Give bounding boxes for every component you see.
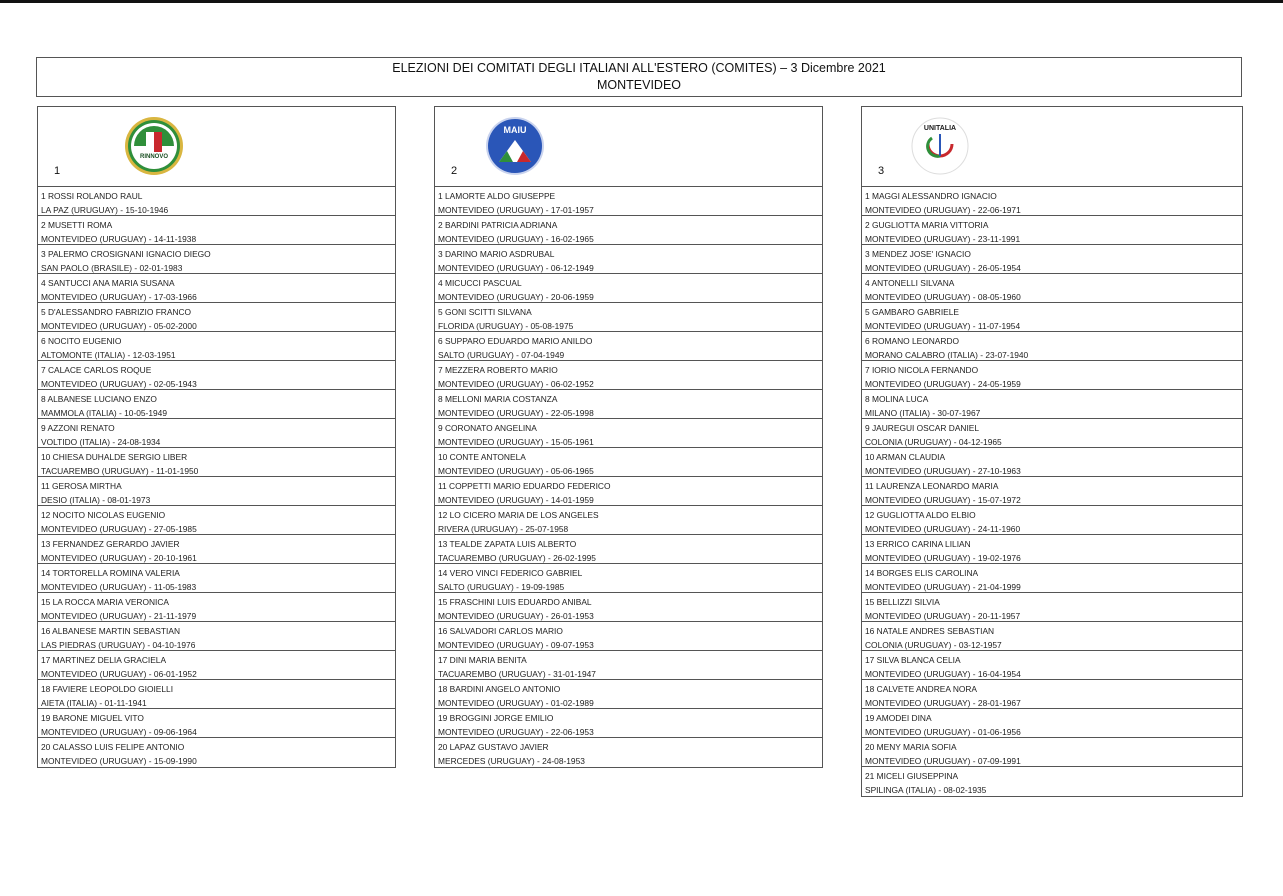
list-number: 1	[54, 165, 61, 177]
candidate-row	[38, 274, 395, 303]
candidate-row	[38, 332, 395, 361]
candidate-row	[38, 506, 395, 535]
candidate-row	[38, 245, 395, 274]
candidate-row	[435, 622, 822, 651]
candidate-name: 1 MAGGI ALESSANDRO IGNACIO	[865, 191, 997, 201]
candidate-birth-info: MONTEVIDEO (URUGUAY) - 28-01-1967	[865, 697, 1021, 708]
candidate-name: 5 GAMBARO GABRIELE	[865, 307, 960, 317]
candidate-birth-info: MONTEVIDEO (URUGUAY) - 09-07-1953	[438, 639, 594, 650]
candidate-name: 6 NOCITO EUGENIO	[41, 336, 122, 346]
candidate-birth-info: TACUAREMBO (URUGUAY) - 11-01-1950	[41, 465, 199, 476]
candidate-birth-info: COLONIA (URUGUAY) - 03-12-1957	[865, 639, 1002, 650]
candidate-row	[435, 332, 822, 361]
candidate-row	[435, 738, 822, 767]
candidate-birth-info: SALTO (URUGUAY) - 19-09-1985	[438, 581, 565, 592]
document-subtitle: MONTEVIDEO	[596, 78, 682, 92]
candidate-row	[38, 593, 395, 622]
candidate-name: 2 MUSETTI ROMA	[41, 220, 113, 230]
candidate-row	[435, 216, 822, 245]
candidate-name: 17 SILVA BLANCA CELIA	[865, 655, 961, 665]
candidate-name: 4 ANTONELLI SILVANA	[865, 278, 955, 288]
candidate-birth-info: MAMMOLA (ITALIA) - 10-05-1949	[41, 407, 167, 418]
candidate-birth-info: ALTOMONTE (ITALIA) - 12-03-1951	[41, 349, 176, 360]
rinnovo-logo	[124, 116, 184, 176]
candidate-name: 19 AMODEI DINA	[865, 713, 932, 723]
candidate-row	[862, 245, 1242, 274]
candidate-birth-info: MONTEVIDEO (URUGUAY) - 11-05-1983	[41, 581, 197, 592]
candidate-birth-info: MONTEVIDEO (URUGUAY) - 06-02-1952	[438, 378, 594, 389]
list-number: 3	[878, 165, 885, 177]
candidate-birth-info: SPILINGA (ITALIA) - 08-02-1935	[865, 784, 987, 795]
candidate-row	[435, 680, 822, 709]
candidate-row	[862, 448, 1242, 477]
candidate-name: 12 GUGLIOTTA ALDO ELBIO	[865, 510, 976, 520]
candidate-name: 3 PALERMO CROSIGNANI IGNACIO DIEGO	[41, 249, 211, 259]
candidate-name: 1 LAMORTE ALDO GIUSEPPE	[438, 191, 556, 201]
candidate-name: 9 AZZONI RENATO	[41, 423, 115, 433]
candidate-birth-info: MONTEVIDEO (URUGUAY) - 22-05-1998	[438, 407, 594, 418]
candidate-name: 2 GUGLIOTTA MARIA VITTORIA	[865, 220, 989, 230]
candidate-list-2	[434, 106, 823, 768]
candidate-name: 9 CORONATO ANGELINA	[438, 423, 537, 433]
candidate-name: 20 CALASSO LUIS FELIPE ANTONIO	[41, 742, 185, 752]
candidate-row	[862, 419, 1242, 448]
candidate-name: 17 MARTINEZ DELIA GRACIELA	[41, 655, 167, 665]
candidate-birth-info: MONTEVIDEO (URUGUAY) - 15-05-1961	[438, 436, 594, 447]
candidate-birth-info: MONTEVIDEO (URUGUAY) - 11-07-1954	[865, 320, 1021, 331]
candidate-row	[862, 767, 1242, 796]
candidate-row	[435, 187, 822, 216]
candidate-birth-info: MONTEVIDEO (URUGUAY) - 15-07-1972	[865, 494, 1021, 505]
candidate-row	[862, 361, 1242, 390]
candidate-row	[38, 651, 395, 680]
candidate-name: 14 TORTORELLA ROMINA VALERIA	[41, 568, 180, 578]
candidate-row	[38, 709, 395, 738]
candidate-row	[435, 448, 822, 477]
candidate-name: 4 MICUCCI PASCUAL	[438, 278, 522, 288]
candidate-row	[435, 477, 822, 506]
candidate-rows	[435, 187, 822, 767]
candidate-name: 2 BARDINI PATRICIA ADRIANA	[438, 220, 558, 230]
candidate-birth-info: MONTEVIDEO (URUGUAY) - 07-09-1991	[865, 755, 1021, 766]
candidate-name: 13 FERNANDEZ GERARDO JAVIER	[41, 539, 180, 549]
candidate-row	[862, 651, 1242, 680]
candidate-name: 16 SALVADORI CARLOS MARIO	[438, 626, 563, 636]
candidate-row	[435, 245, 822, 274]
candidate-row	[38, 564, 395, 593]
candidate-birth-info: COLONIA (URUGUAY) - 04-12-1965	[865, 436, 1002, 447]
candidate-row	[435, 303, 822, 332]
candidate-birth-info: AIETA (ITALIA) - 01-11-1941	[41, 697, 147, 708]
candidate-birth-info: MONTEVIDEO (URUGUAY) - 02-05-1943	[41, 378, 197, 389]
candidate-row	[38, 216, 395, 245]
candidate-birth-info: MONTEVIDEO (URUGUAY) - 24-05-1959	[865, 378, 1021, 389]
candidate-name: 19 BROGGINI JORGE EMILIO	[438, 713, 554, 723]
candidate-name: 1 ROSSI ROLANDO RAUL	[41, 191, 143, 201]
maiu-logo	[485, 116, 545, 176]
candidate-birth-info: TACUAREMBO (URUGUAY) - 26-02-1995	[438, 552, 596, 563]
candidate-name: 6 SUPPARO EDUARDO MARIO ANILDO	[438, 336, 593, 346]
candidate-name: 10 CHIESA DUHALDE SERGIO LIBER	[41, 452, 188, 462]
candidate-row	[862, 506, 1242, 535]
candidate-row	[435, 535, 822, 564]
candidate-birth-info: RIVERA (URUGUAY) - 25-07-1958	[438, 523, 569, 534]
candidate-row	[862, 593, 1242, 622]
candidate-row	[862, 622, 1242, 651]
candidate-name: 16 NATALE ANDRES SEBASTIAN	[865, 626, 995, 636]
list-header	[862, 107, 1242, 187]
candidate-row	[862, 390, 1242, 419]
candidate-row	[862, 738, 1242, 767]
candidate-name: 5 GONI SCITTI SILVANA	[438, 307, 532, 317]
candidate-row	[862, 303, 1242, 332]
candidate-birth-info: MILANO (ITALIA) - 30-07-1967	[865, 407, 981, 418]
candidate-birth-info: MONTEVIDEO (URUGUAY) - 14-11-1938	[41, 233, 197, 244]
candidate-birth-info: SALTO (URUGUAY) - 07-04-1949	[438, 349, 565, 360]
candidate-name: 10 ARMAN CLAUDIA	[865, 452, 946, 462]
candidate-name: 8 MELLONI MARIA COSTANZA	[438, 394, 558, 404]
candidate-birth-info: MONTEVIDEO (URUGUAY) - 05-06-1965	[438, 465, 594, 476]
candidate-birth-info: MONTEVIDEO (URUGUAY) - 21-11-1979	[41, 610, 197, 621]
candidate-row	[38, 303, 395, 332]
candidate-row	[38, 390, 395, 419]
candidate-list-1	[37, 106, 396, 768]
candidate-list-3	[861, 106, 1243, 797]
document-title: ELEZIONI DEI COMITATI DEGLI ITALIANI ALL'ESTERO (COMITES) – 3 Dicembre 2021	[392, 61, 886, 75]
candidate-row	[862, 709, 1242, 738]
candidate-birth-info: MONTEVIDEO (URUGUAY) - 06-12-1949	[438, 262, 594, 273]
candidate-row	[435, 564, 822, 593]
candidate-birth-info: MONTEVIDEO (URUGUAY) - 17-03-1966	[41, 291, 197, 302]
candidate-row	[38, 361, 395, 390]
candidate-row	[435, 506, 822, 535]
candidate-birth-info: MONTEVIDEO (URUGUAY) - 17-01-1957	[438, 204, 594, 215]
candidate-name: 8 ALBANESE LUCIANO ENZO	[41, 394, 157, 404]
candidate-name: 10 CONTE ANTONELA	[438, 452, 526, 462]
candidate-row	[38, 622, 395, 651]
candidate-row	[435, 709, 822, 738]
candidate-name: 12 NOCITO NICOLAS EUGENIO	[41, 510, 166, 520]
candidate-name: 11 LAURENZA LEONARDO MARIA	[865, 481, 999, 491]
candidate-birth-info: FLORIDA (URUGUAY) - 05-08-1975	[438, 320, 574, 331]
candidate-birth-info: MONTEVIDEO (URUGUAY) - 21-04-1999	[865, 581, 1021, 592]
candidate-birth-info: MONTEVIDEO (URUGUAY) - 20-10-1961	[41, 552, 197, 563]
candidate-birth-info: MONTEVIDEO (URUGUAY) - 19-02-1976	[865, 552, 1021, 563]
candidate-name: 14 BORGES ELIS CAROLINA	[865, 568, 979, 578]
candidate-birth-info: MONTEVIDEO (URUGUAY) - 22-06-1971	[865, 204, 1021, 215]
candidate-birth-info: LA PAZ (URUGUAY) - 15-10-1946	[41, 204, 169, 215]
candidate-name: 14 VERO VINCI FEDERICO GABRIEL	[438, 568, 583, 578]
rinnovo-logo-text: RINNOVO	[139, 154, 169, 160]
candidate-birth-info: MONTEVIDEO (URUGUAY) - 24-11-1960	[865, 523, 1021, 534]
candidate-row	[435, 419, 822, 448]
maiu-logo-text: MAIU	[503, 125, 527, 135]
candidate-name: 6 ROMANO LEONARDO	[865, 336, 960, 346]
candidate-name: 17 DINI MARIA BENITA	[438, 655, 527, 665]
candidate-row	[862, 564, 1242, 593]
candidate-name: 20 MENY MARIA SOFIA	[865, 742, 957, 752]
candidate-name: 11 COPPETTI MARIO EDUARDO FEDERICO	[438, 481, 611, 491]
candidate-birth-info: MONTEVIDEO (URUGUAY) - 27-10-1963	[865, 465, 1021, 476]
candidate-row	[862, 477, 1242, 506]
list-header	[38, 107, 395, 187]
candidate-row	[38, 738, 395, 767]
candidate-name: 15 FRASCHINI LUIS EDUARDO ANIBAL	[438, 597, 592, 607]
candidate-name: 4 SANTUCCI ANA MARIA SUSANA	[41, 278, 175, 288]
candidate-row	[862, 187, 1242, 216]
unitalia-logo-text: UNITALIA	[923, 125, 957, 132]
candidate-row	[38, 535, 395, 564]
candidate-rows	[862, 187, 1242, 796]
candidate-birth-info: TACUAREMBO (URUGUAY) - 31-01-1947	[438, 668, 596, 679]
list-number: 2	[451, 165, 458, 177]
candidate-row	[38, 419, 395, 448]
candidate-name: 18 CALVETE ANDREA NORA	[865, 684, 978, 694]
candidate-name: 7 MEZZERA ROBERTO MARIO	[438, 365, 558, 375]
candidate-row	[435, 390, 822, 419]
candidate-name: 21 MICELI GIUSEPPINA	[865, 771, 959, 781]
candidate-name: 18 BARDINI ANGELO ANTONIO	[438, 684, 561, 694]
candidate-row	[862, 332, 1242, 361]
unitalia-logo	[910, 116, 970, 176]
candidate-row	[38, 187, 395, 216]
candidate-row	[38, 477, 395, 506]
candidate-birth-info: MONTEVIDEO (URUGUAY) - 23-11-1991	[865, 233, 1021, 244]
candidate-birth-info: MONTEVIDEO (URUGUAY) - 08-05-1960	[865, 291, 1021, 302]
candidate-row	[862, 274, 1242, 303]
candidate-birth-info: MORANO CALABRO (ITALIA) - 23-07-1940	[865, 349, 1029, 360]
candidate-birth-info: MONTEVIDEO (URUGUAY) - 20-06-1959	[438, 291, 594, 302]
candidate-name: 3 DARINO MARIO ASDRUBAL	[438, 249, 555, 259]
candidate-birth-info: VOLTIDO (ITALIA) - 24-08-1934	[41, 436, 161, 447]
candidate-row	[435, 651, 822, 680]
candidate-rows	[38, 187, 395, 767]
candidate-birth-info: MONTEVIDEO (URUGUAY) - 06-01-1952	[41, 668, 197, 679]
candidate-birth-info: MONTEVIDEO (URUGUAY) - 22-06-1953	[438, 726, 594, 737]
candidate-birth-info: MONTEVIDEO (URUGUAY) - 26-05-1954	[865, 262, 1021, 273]
candidate-birth-info: MONTEVIDEO (URUGUAY) - 20-11-1957	[865, 610, 1021, 621]
candidate-name: 7 CALACE CARLOS ROQUE	[41, 365, 152, 375]
candidate-name: 8 MOLINA LUCA	[865, 394, 929, 404]
list-header	[435, 107, 822, 187]
candidate-row	[435, 593, 822, 622]
candidate-row	[862, 680, 1242, 709]
candidate-name: 16 ALBANESE MARTIN SEBASTIAN	[41, 626, 181, 636]
candidate-name: 18 FAVIERE LEOPOLDO GIOIELLI	[41, 684, 174, 694]
candidate-birth-info: MONTEVIDEO (URUGUAY) - 01-06-1956	[865, 726, 1021, 737]
candidate-birth-info: SAN PAOLO (BRASILE) - 02-01-1983	[41, 262, 183, 273]
candidate-name: 11 GEROSA MIRTHA	[41, 481, 122, 491]
candidate-name: 12 LO CICERO MARIA DE LOS ANGELES	[438, 510, 599, 520]
candidate-birth-info: LAS PIEDRAS (URUGUAY) - 04-10-1976	[41, 639, 196, 650]
candidate-row	[435, 361, 822, 390]
candidate-row	[435, 274, 822, 303]
candidate-birth-info: MONTEVIDEO (URUGUAY) - 09-06-1964	[41, 726, 197, 737]
candidate-name: 7 IORIO NICOLA FERNANDO	[865, 365, 979, 375]
candidate-birth-info: MONTEVIDEO (URUGUAY) - 05-02-2000	[41, 320, 197, 331]
candidate-birth-info: MERCEDES (URUGUAY) - 24-08-1953	[438, 755, 585, 766]
candidate-row	[38, 448, 395, 477]
candidate-name: 15 BELLIZZI SILVIA	[865, 597, 940, 607]
candidate-name: 3 MENDEZ JOSE' IGNACIO	[865, 249, 971, 259]
candidate-birth-info: DESIO (ITALIA) - 08-01-1973	[41, 494, 151, 505]
candidate-name: 19 BARONE MIGUEL VITO	[41, 713, 144, 723]
candidate-birth-info: MONTEVIDEO (URUGUAY) - 14-01-1959	[438, 494, 594, 505]
candidate-row	[862, 216, 1242, 245]
candidate-row	[862, 535, 1242, 564]
candidate-birth-info: MONTEVIDEO (URUGUAY) - 01-02-1989	[438, 697, 594, 708]
candidate-birth-info: MONTEVIDEO (URUGUAY) - 16-02-1965	[438, 233, 594, 244]
candidate-row	[38, 680, 395, 709]
document-header	[36, 57, 1242, 97]
candidate-name: 13 TEALDE ZAPATA LUIS ALBERTO	[438, 539, 577, 549]
candidate-birth-info: MONTEVIDEO (URUGUAY) - 27-05-1985	[41, 523, 197, 534]
candidate-name: 20 LAPAZ GUSTAVO JAVIER	[438, 742, 549, 752]
candidate-birth-info: MONTEVIDEO (URUGUAY) - 16-04-1954	[865, 668, 1021, 679]
candidate-name: 5 D'ALESSANDRO FABRIZIO FRANCO	[41, 307, 192, 317]
candidate-name: 9 JAUREGUI OSCAR DANIEL	[865, 423, 980, 433]
candidate-birth-info: MONTEVIDEO (URUGUAY) - 15-09-1990	[41, 755, 197, 766]
candidate-name: 15 LA ROCCA MARIA VERONICA	[41, 597, 169, 607]
candidate-name: 13 ERRICO CARINA LILIAN	[865, 539, 971, 549]
top-border	[0, 0, 1283, 3]
candidate-birth-info: MONTEVIDEO (URUGUAY) - 26-01-1953	[438, 610, 594, 621]
